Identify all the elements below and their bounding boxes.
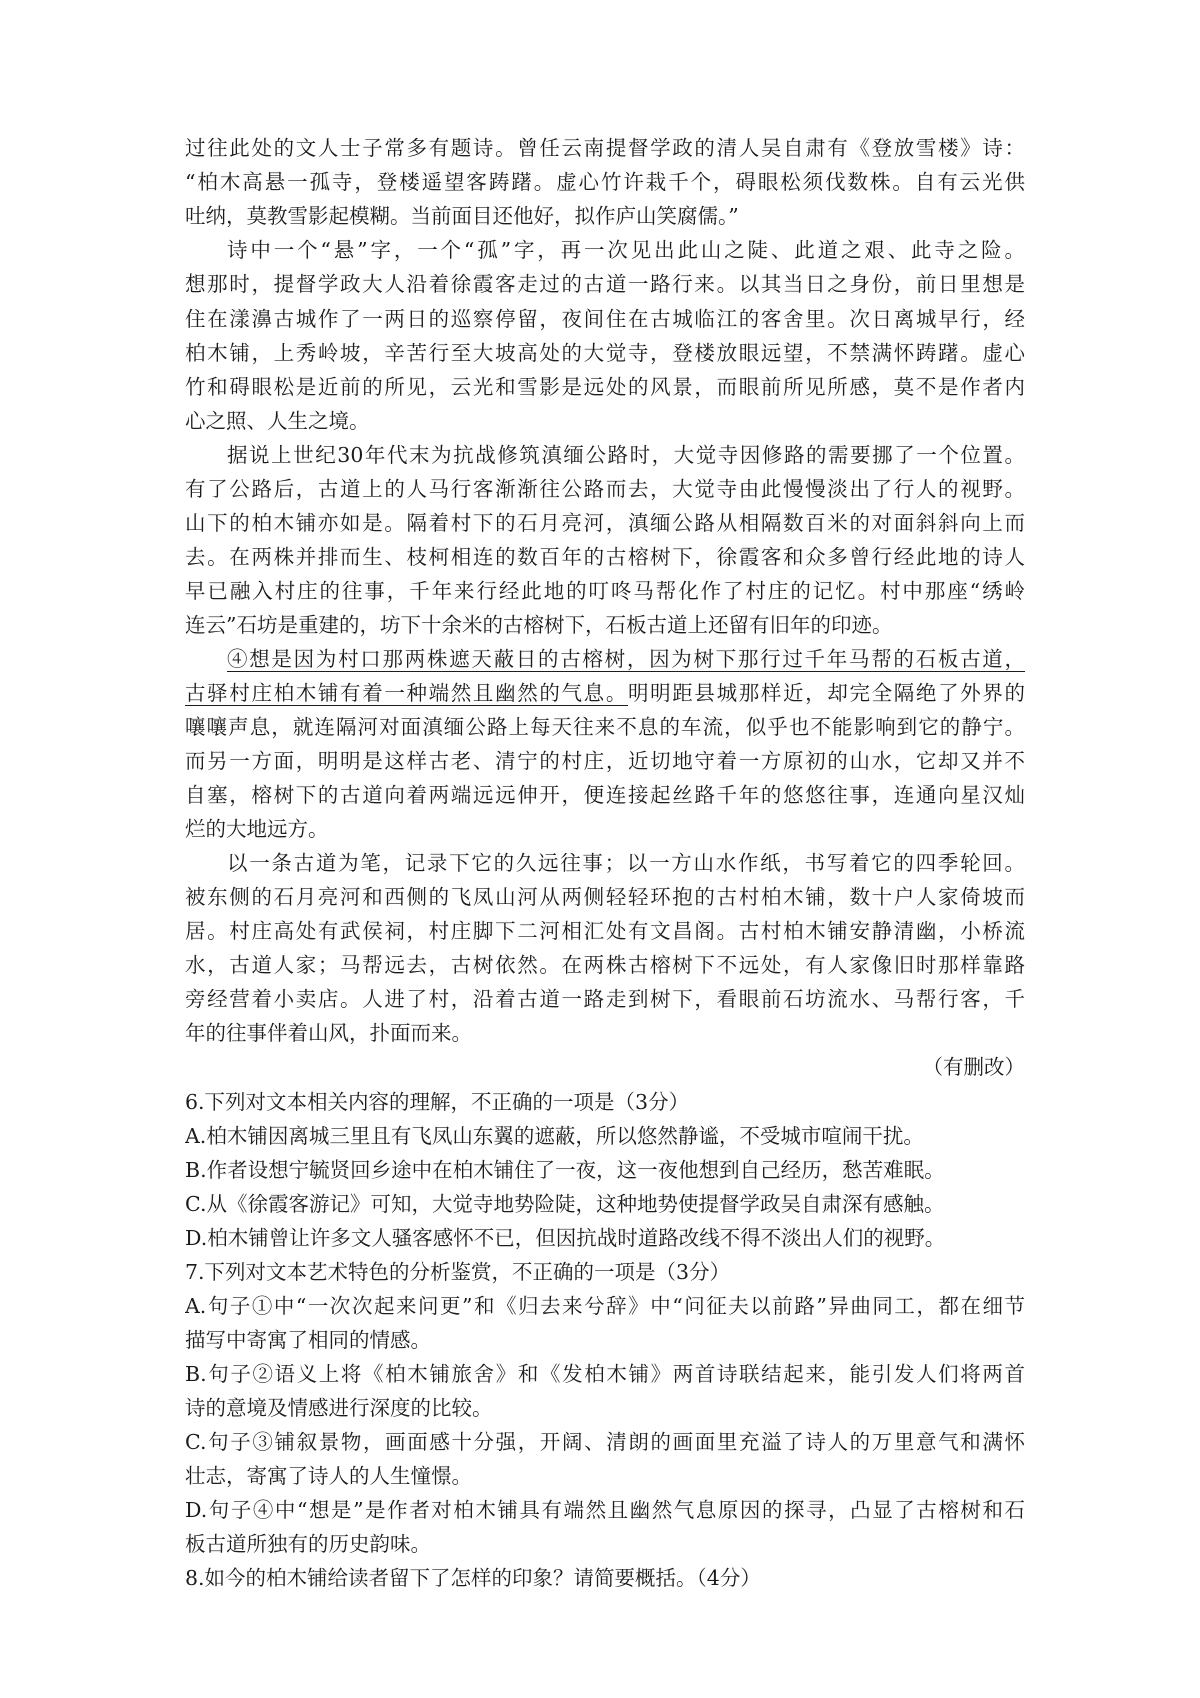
answer-option-continued: 描写中寄寓了相同的情感。 — [185, 1328, 431, 1352]
text-line: 住在漾濞古城作了一两日的巡察停留，夜间住在古城临江的客舍里。次日离城早行，经 — [185, 307, 1025, 331]
text-line: “柏木高悬一孤寺，登楼遥望客踌躇。虚心竹许栽千个，碍眼松须伐数株。自有云光供 — [185, 170, 1025, 194]
answer-option: A.柏木铺因离城三里且有飞凤山东翼的遮蔽，所以悠然静谧，不受城市喧闹干扰。 — [185, 1124, 924, 1148]
text-line: 被东侧的石月亮河和西侧的飞凤山河从两侧轻轻环抱的古村柏木铺，数十户人家倚坡而 — [185, 885, 1025, 909]
text-line: 以一条古道为笔，记录下它的久远往事；以一方山水作纸，书写着它的四季轮回。 — [227, 851, 1025, 875]
text-line: 柏木铺，上秀岭坡，辛苦行至大坡高处的大觉寺，登楼放眼远望，不禁满怀踌躇。虚心 — [185, 341, 1025, 365]
text-line — [227, 642, 1025, 676]
answer-option: D.柏木铺曾让许多文人骚客感怀不已，但因抗战时道路改线不得不淡出人们的视野。 — [185, 1226, 946, 1250]
question-stem: 6.下列对文本相关内容的理解，不正确的一项是（3分） — [185, 1090, 690, 1114]
text-line — [185, 676, 1025, 710]
text-line: 自塞，榕树下的古道向着两端远远伸开，便连接起丝路千年的悠悠往事，连通向星汉灿 — [185, 783, 1025, 807]
text-line: 年的往事伴着山风，扑面而来。 — [185, 1021, 472, 1045]
text-line: 而另一方面，明明是这样古老、清宁的村庄，近切地守着一方原初的山水，它却又并不 — [185, 749, 1025, 773]
answer-option-continued: 板古道所独有的历史韵味。 — [185, 1532, 431, 1556]
text-line: 嚷嚷声息，就连隔河对面滇缅公路上每天往来不息的车流，似乎也不能影响到它的静宁。 — [185, 715, 1025, 739]
answer-option: C.句子③铺叙景物，画面感十分强，开阔、清朗的画面里充溢了诗人的万里意气和满怀 — [185, 1430, 1025, 1454]
text-line: 烂的大地远方。 — [185, 817, 329, 841]
text-line: 过往此处的文人士子常多有题诗。曾任云南提督学政的清人吴自肃有《登放雪楼》诗： — [185, 136, 1025, 160]
underlined-sentence: 古驿村庄柏木铺有着一种端然且幽然的气息。 — [185, 681, 628, 705]
answer-option: B.作者设想宁毓贤回乡途中在柏木铺住了一夜，这一夜他想到自己经历，愁苦难眠。 — [185, 1158, 945, 1182]
answer-option: A.句子①中“一次次起来问更”和《归去来兮辞》中“问征夫以前路”异曲同工，都在细节 — [185, 1294, 1025, 1318]
text-line: 据说上世纪30年代末为抗战修筑滇缅公路时，大觉寺因修路的需要挪了一个位置。 — [227, 443, 1025, 467]
question-stem: 8.如今的柏木铺给读者留下了怎样的印象？请简要概括。（4分） — [185, 1566, 761, 1590]
text-line: 想那时，提督学政大人沿着徐霞客走过的古道一路行来。以其当日之身份，前日里想是 — [185, 272, 1025, 296]
answer-option: C.从《徐霞客游记》可知，大觉寺地势险陡，这种地势使提督学政吴自肃深有感触。 — [185, 1192, 945, 1216]
answer-option-continued: 壮志，寄寓了诗人的人生憧憬。 — [185, 1464, 472, 1488]
text-line: 吐纳，莫教雪影起模糊。当前面目还他好，拟作庐山笑腐儒。” — [185, 204, 739, 228]
answer-option: D.句子④中“想是”是作者对柏木铺具有端然且幽然气息原因的探寻，凸显了古榕树和石 — [185, 1498, 1025, 1522]
text-line: 居。村庄高处有武侯祠，村庄脚下二河相汇处有文昌阁。古村柏木铺安静清幽，小桥流 — [185, 919, 1025, 943]
text-line: 心之照、人生之境。 — [185, 409, 370, 433]
answer-option: B.句子②语义上将《柏木铺旅舍》和《发柏木铺》两首诗联结起来，能引发人们将两首 — [185, 1362, 1025, 1386]
text-line: 早已融入村庄的往事，千年来行经此地的叮咚马帮化作了村庄的记忆。村中那座“绣岭 — [185, 579, 1025, 603]
text-line: 水，古道人家；马帮远去，古树依然。在两株古榕树下不远处，有人家像旧时那样靠路 — [185, 953, 1025, 977]
text-line: 山下的柏木铺亦如是。隔着村下的石月亮河，滇缅公路从相隔数百米的对面斜斜向上而 — [185, 511, 1025, 535]
text-line: 有了公路后，古道上的人马行客渐渐往公路而去，大觉寺由此慢慢淡出了行人的视野。 — [185, 477, 1025, 501]
answer-option-continued: 诗的意境及情感进行深度的比较。 — [185, 1396, 493, 1420]
text-line: 竹和碍眼松是近前的所见，云光和雪影是远处的风景，而眼前所见所感，莫不是作者内 — [185, 375, 1025, 399]
text-span: 明明距县城那样近，却完全隔绝了外界的 — [627, 681, 1025, 705]
text-line: 连云”石坊是重建的，坊下十余米的古榕树下，石板古道上还留有旧年的印迹。 — [185, 613, 893, 637]
text-line: 旁经营着小卖店。人进了村，沿着古道一路走到树下，看眼前石坊流水、马帮行客，千 — [185, 987, 1025, 1011]
text-line: 诗中一个“悬”字，一个“孤”字，再一次见出此山之陡、此道之艰、此寺之险。 — [227, 238, 1025, 262]
underlined-sentence: ④想是因为村口那两株遮天蔽日的古榕树，因为树下那行过千年马帮的石板古道， — [227, 647, 1025, 671]
question-stem: 7.下列对文本艺术特色的分析鉴赏，不正确的一项是（3分） — [185, 1260, 731, 1284]
text-line: 去。在两株并排而生、枝柯相连的数百年的古榕树下，徐霞客和众多曾行经此地的诗人 — [185, 545, 1025, 569]
source-note: （有删改） — [922, 1055, 1025, 1079]
